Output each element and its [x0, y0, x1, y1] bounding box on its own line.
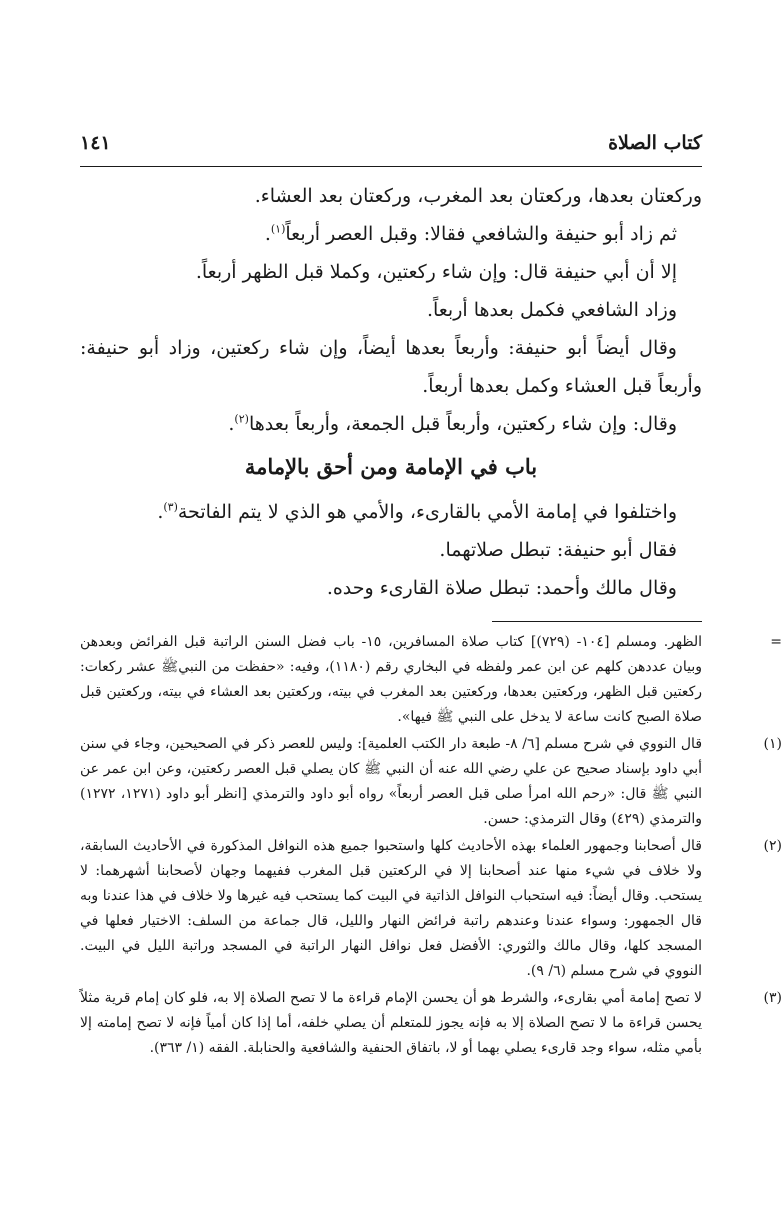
- footnote-ref[interactable]: (١): [270, 222, 286, 236]
- paragraph: [80, 215, 702, 253]
- footnote-ref[interactable]: (٢): [234, 412, 249, 426]
- main-text: [80, 177, 702, 607]
- header-rule: [80, 166, 702, 167]
- footnote-separator: [492, 621, 702, 622]
- footnote-text: قال أصحابنا وجمهور العلماء بهذه الأحاديث كلها واستحبوا جميع هذه النوافل المذكورة في الأحاديث السابقة، ولا خلاف في شيء منها عند أصحابنا إلا في الركعتين قبل المغرب ففيهما وجهان لأصحابنا أشهرهما: لا يستحب. وقال أيضاً: فيه استحباب النوافل الذاتية في البيت كما يستحب فيه غيرها ولا خلاف في هذا عندنا وبه قال الجمهور: وسواء عندنا وعندهم راتبة فرائض النهار والليل، قال جماعة من السلف: الاختيار فعلها في المسجد كلها، وقال مالك والثوري: الأفضل فعل نوافل النهار الراتبة في المسجد وراتبة الليل في البيت. النووي في شرح مسلم (٦/ ٩).: [80, 838, 702, 979]
- footnote-text: لا تصح إمامة أمي بقارىء، والشرط هو أن يحسن الإمام قراءة ما لا تصح الصلاة إلا به، فلو كان إمام قرية مثلاً يحسن قراءة ما لا تصح الصلاة إلا به فإنه يجوز للمتعلم أن يصلي خلفه، أما إذا كان أمياً فإنه لا تصح إمامته إلا بأمي مثله، سواء وجد قارىء يصلي بهما أو لا، باتفاق الحنفية والشافعية والحنابلة. الفقه (١/ ٣٦٣).: [80, 990, 702, 1056]
- page-number: ١٤١: [80, 132, 111, 154]
- paragraph: [80, 329, 702, 405]
- paragraph: [80, 253, 702, 291]
- chapter-title: باب في الإمامة ومن أحق بالإمامة: [244, 454, 538, 479]
- paragraph-text: ثم زاد أبو حنيفة والشافعي فقالا: وقبل العصر أربعاً: [285, 223, 677, 245]
- paragraph-text: .: [264, 223, 271, 245]
- footnote-mark: =: [770, 634, 782, 650]
- footnote-mark: (٣): [763, 990, 782, 1006]
- paragraph-text: وزاد الشافعي فكمل بعدها أربعاً.: [426, 299, 677, 321]
- running-title: كتاب الصلاة: [608, 132, 702, 154]
- footnote: [80, 732, 782, 832]
- footnote-text: قال النووي في شرح مسلم [٦/ ٨- طبعة دار الكتب العلمية]: وليس للعصر ذكر في الصحيحين، وجاء في سنن أبي داود بإسناد صحيح عن علي رضي الله عنه أن النبي ﷺ كان يصلي قبل العصر ركعتين، وعن ابن عمر عن النبي ﷺ قال: «رحم الله امرأ صلى قبل العصر أربعاً» رواه أبو داود والترمذي [انظر أبو داود (١٢٧١، ١٢٧٢) والترمذي (٤٢٩) وقال الترمذي: حسن.: [80, 736, 703, 827]
- footnote: [80, 834, 782, 984]
- paragraph: [80, 405, 702, 443]
- paragraph-text: إلا أن أبي حنيفة قال: وإن شاء ركعتين، وكملا قبل الظهر أربعاً.: [195, 261, 677, 283]
- paragraph-text: .: [228, 413, 235, 435]
- paragraph-text: وقال مالك وأحمد: تبطل صلاة القارىء وحده.: [326, 577, 677, 599]
- paragraph: [80, 291, 702, 329]
- footnote: [80, 986, 782, 1061]
- paragraph: [80, 177, 702, 215]
- footnote-text: الظهر. ومسلم [١٠٤- (٧٢٩)] كتاب صلاة المسافرين، ١٥- باب فضل السنن الراتبة قبل الفرائض وبعدهن وبيان عددهن كلهم عن ابن عمر ولفظه في البخاري رقم (١١٨٠)، وفيه: «حفظت من النبيﷺ عشر ركعات: ركعتين قبل الظهر، وركعتين بعدها، وركعتين بعد المغرب في بيته، وركعتين بعد العشاء في بيته، وركعتين قبل صلاة الصبح كانت ساعة لا يدخل على النبي ﷺ فيها».: [80, 634, 702, 725]
- paragraph-text: فقال أبو حنيفة: تبطل صلاتهما.: [439, 539, 677, 561]
- paragraph-text: .: [157, 501, 164, 523]
- paragraph-text: وركعتان بعدها، وركعتان بعد المغرب، وركعتان بعد العشاء.: [254, 185, 702, 207]
- footnote: [80, 630, 782, 730]
- footnote-ref[interactable]: (٣): [163, 500, 178, 514]
- book-page: [80, 126, 782, 1063]
- paragraph: [80, 493, 702, 531]
- paragraph: [80, 531, 702, 569]
- paragraph-text: وقال أيضاً أبو حنيفة: وأربعاً بعدها أيضاً، وإن شاء ركعتين، وزاد أبو حنيفة: وأربعاً قبل العشاء وكمل بعدها أربعاً.: [80, 337, 702, 397]
- footnote-mark: (١): [763, 736, 782, 752]
- running-header: [80, 126, 702, 160]
- paragraph: [80, 569, 702, 607]
- paragraph-text: وقال: وإن شاء ركعتين، وأربعاً قبل الجمعة، وأربعاً بعدها: [248, 413, 677, 435]
- paragraph-text: واختلفوا في إمامة الأمي بالقارىء، والأمي هو الذي لا يتم الفاتحة: [177, 501, 677, 523]
- footnote-mark: (٢): [763, 838, 782, 854]
- footnotes: [80, 630, 782, 1061]
